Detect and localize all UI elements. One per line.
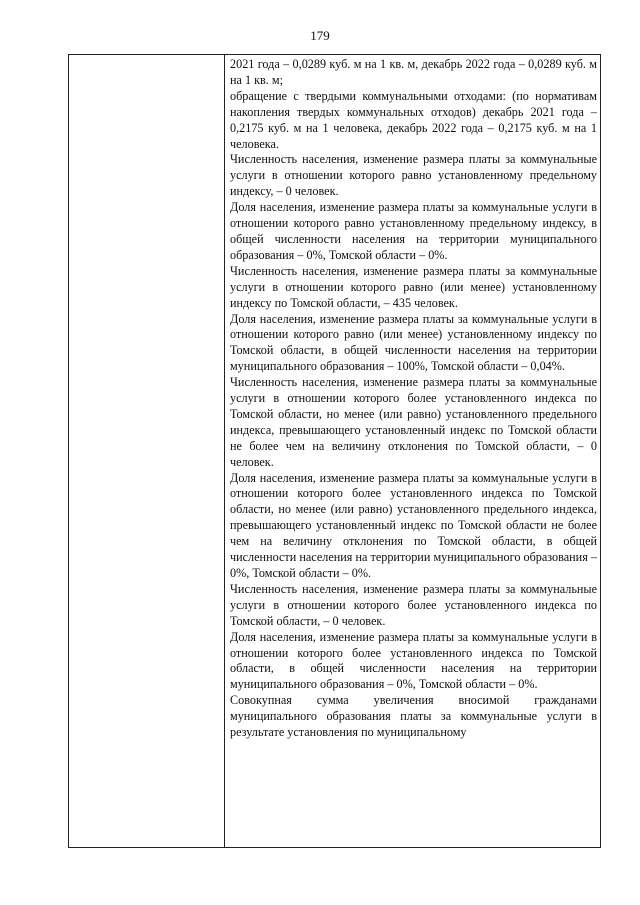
paragraph-share-above-regional: Доля населения, изменение размера платы за коммунальные услуги в отношении которого более установленного индекса по Томской области, в общей численности населения на территории муниципального образования – 0%, Томской области – 0%. [230,629,597,692]
paragraph-population-above-regional-within-deviation: Численность населения, изменение размера платы за коммунальные услуги в отношении которого более установленного индекса по Томской области, но менее (или равно) установленного предельного индекса, превышающего установленный индекс по Томской области не более чем на величину отклонения по Томской области, – 0 человек. [230,375,597,469]
paragraph-share-above-regional-within-deviation: Доля населения, изменение размера платы за коммунальные услуги в отношении которого более установленного индекса по Томской области, но менее (или равно) установленного предельного индекса, превышающего установленный индекс по Томской области не более чем на величину отклонения по Томской области, в общей численности населения на территории муниципального образования – 0%, Томской области – 0%. [230,470,597,580]
document-table [68,54,601,848]
paragraph-solid-waste: обращение с твердыми коммунальными отходами: (по нормативам накопления твердых коммунальных отходов) декабрь 2021 года – 0,2175 куб. м на 1 человека, декабрь 2022 года – 0,2175 куб. м на 1 человека. [230,88,597,151]
paragraph-share-equal-limit: Доля населения, изменение размера платы за коммунальные услуги в отношении которого равно установленному предельному индексу, в общей численности населения на территории муниципального образования – 0%, Томской области – 0%. [230,200,597,262]
paragraph-utility-volumes: 2021 года – 0,0289 куб. м на 1 кв. м, декабрь 2022 года – 0,0289 куб. м на 1 кв. м; [230,57,597,87]
paragraph-population-above-regional: Численность населения, изменение размера платы за коммунальные услуги в отношении которого более установленного индекса по Томской области, – 0 человек. [230,581,597,628]
paragraph-population-equal-regional: Численность населения, изменение размера платы за коммунальные услуги в отношении которого равно (или менее) установленному индексу по Томской области, – 435 человек. [230,263,597,310]
paragraph-population-equal-limit: Численность населения, изменение размера платы за коммунальные услуги в отношении которого равно установленному предельному индексу, – 0 человек. [230,152,597,199]
column-divider [224,55,225,847]
paragraph-total-increase: Совокупная сумма увеличения вносимой гражданами муниципального образования платы за коммунальные услуги в результате установления по муниципальному [230,693,597,740]
page-number: 179 [310,28,330,43]
table-left-cell [69,55,224,847]
table-right-cell [230,57,597,741]
paragraph-share-equal-regional: Доля населения, изменение размера платы за коммунальные услуги в отношении которого равно (или менее) установленному индексу по Томской области, в общей численности населения на территории муниципального образования – 100%, Томской области – 0,04%. [230,311,597,374]
